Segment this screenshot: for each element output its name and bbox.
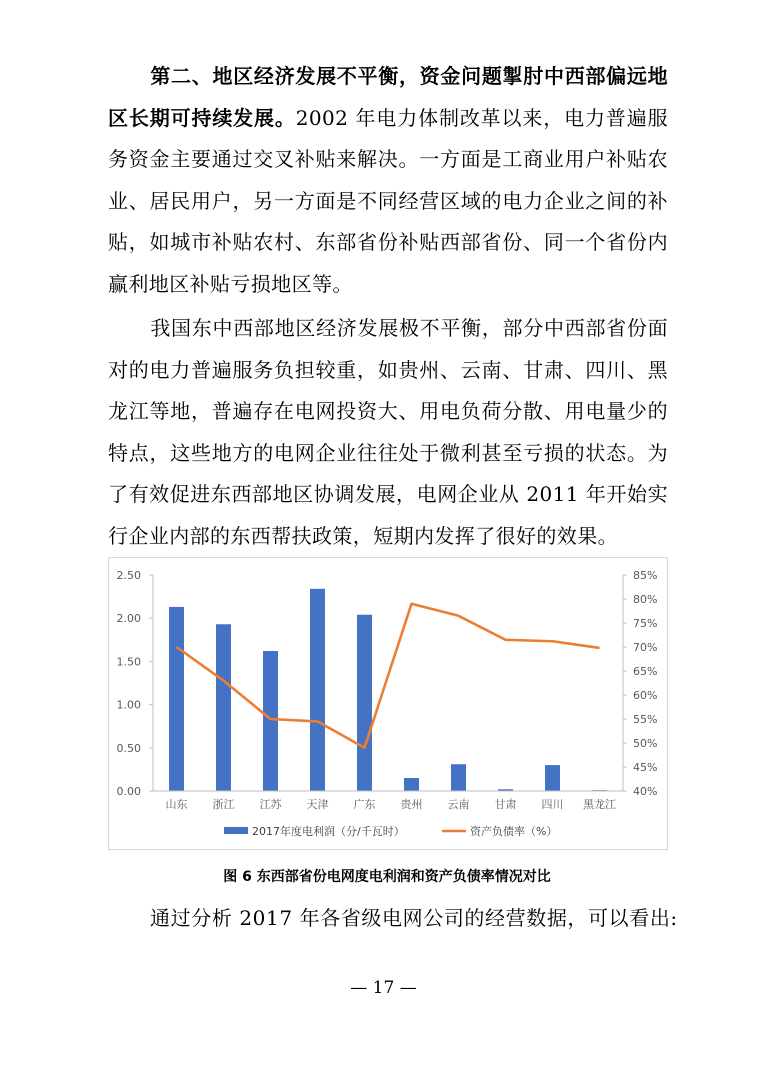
bar-四川: [545, 765, 560, 791]
legend-bar-label: 2017年度电利润（分/千瓦时）: [252, 825, 405, 838]
legend-line-label: 资产负债率（%）: [470, 825, 558, 838]
paragraph-2: [108, 308, 668, 557]
paragraph-3: 通过分析 2017 年各省级电网公司的经营数据，可以看出:: [150, 906, 678, 930]
paragraph-1: [108, 56, 668, 305]
x-axis-label-贵州: 贵州: [400, 798, 423, 811]
right-axis-tick-label: 40%: [633, 785, 658, 798]
paragraph-1-bold: 第二、地区经济发展不平衡，资金问题掣肘中西部偏远地区长期可持续发展。: [108, 64, 668, 130]
bar-浙江: [216, 624, 231, 791]
x-axis-label-黑龙江: 黑龙江: [583, 798, 616, 811]
right-axis-tick-label: 50%: [633, 737, 658, 750]
bar-云南: [451, 764, 466, 791]
right-axis-tick-label: 45%: [633, 761, 658, 774]
x-axis-label-天津: 天津: [306, 798, 329, 811]
bar-广东: [357, 615, 372, 791]
bar-贵州: [404, 778, 419, 791]
left-axis-tick-label: 0.50: [116, 741, 141, 755]
right-axis-tick-label: 70%: [633, 641, 658, 654]
x-axis-label-广东: 广东: [353, 798, 376, 811]
combo-chart: [109, 558, 667, 849]
right-axis-tick-label: 65%: [633, 665, 658, 678]
bar-天津: [310, 589, 325, 791]
left-axis-tick-label: 2.00: [116, 612, 141, 626]
right-axis-tick-label: 75%: [633, 617, 658, 630]
paragraph-2-text: 我国东中西部地区经济发展极不平衡，部分中西部省份面对的电力普遍服务负担较重，如贵州、云南、甘肃、四川、黑龙江等地，普遍存在电网投资大、用电负荷分散、用电量少的特点，这些地方的电网企业往往处于微利甚至亏损的状态。为了有效促进东西部地区协调发展，电网企业从 2011 年开始实行企业内部的东西帮扶政策，短期内发挥了很好的效果。: [108, 316, 668, 548]
right-axis-tick-label: 80%: [633, 593, 658, 606]
left-axis-tick-label: 1.00: [116, 698, 141, 712]
x-axis-label-云南: 云南: [447, 798, 470, 811]
page-number: — 17 —: [350, 978, 417, 998]
x-axis-label-甘肃: 甘肃: [494, 798, 517, 811]
right-axis-tick-label: 60%: [633, 689, 658, 702]
left-axis-tick-label: 2.50: [116, 569, 141, 582]
x-axis-label-四川: 四川: [541, 798, 564, 811]
x-axis-label-浙江: 浙江: [212, 798, 235, 811]
bar-山东: [169, 607, 184, 791]
x-axis-label-山东: 山东: [165, 798, 188, 811]
bar-江苏: [263, 651, 278, 791]
line-series-debt-ratio: [177, 604, 600, 748]
left-axis-tick-label: 1.50: [116, 655, 141, 669]
left-axis-tick-label: 0.00: [116, 785, 141, 798]
legend-bar-swatch: [224, 827, 248, 834]
right-axis-tick-label: 55%: [633, 713, 658, 726]
figure-caption: 图 6 东西部省份电网度电利润和资产负债率情况对比: [223, 869, 551, 885]
x-axis-label-江苏: 江苏: [259, 798, 282, 811]
paragraph-1-text: 2002 年电力体制改革以来，电力普遍服务资金主要通过交叉补贴来解决。一方面是工商业用户补贴农业、居民用户，另一方面是不同经营区域的电力企业之间的补贴，如城市补贴农村、东部省份补贴西部省份、同一个省份内赢利地区补贴亏损地区等。: [108, 105, 668, 296]
right-axis-tick-label: 85%: [633, 569, 658, 582]
chart-container: [108, 557, 668, 850]
